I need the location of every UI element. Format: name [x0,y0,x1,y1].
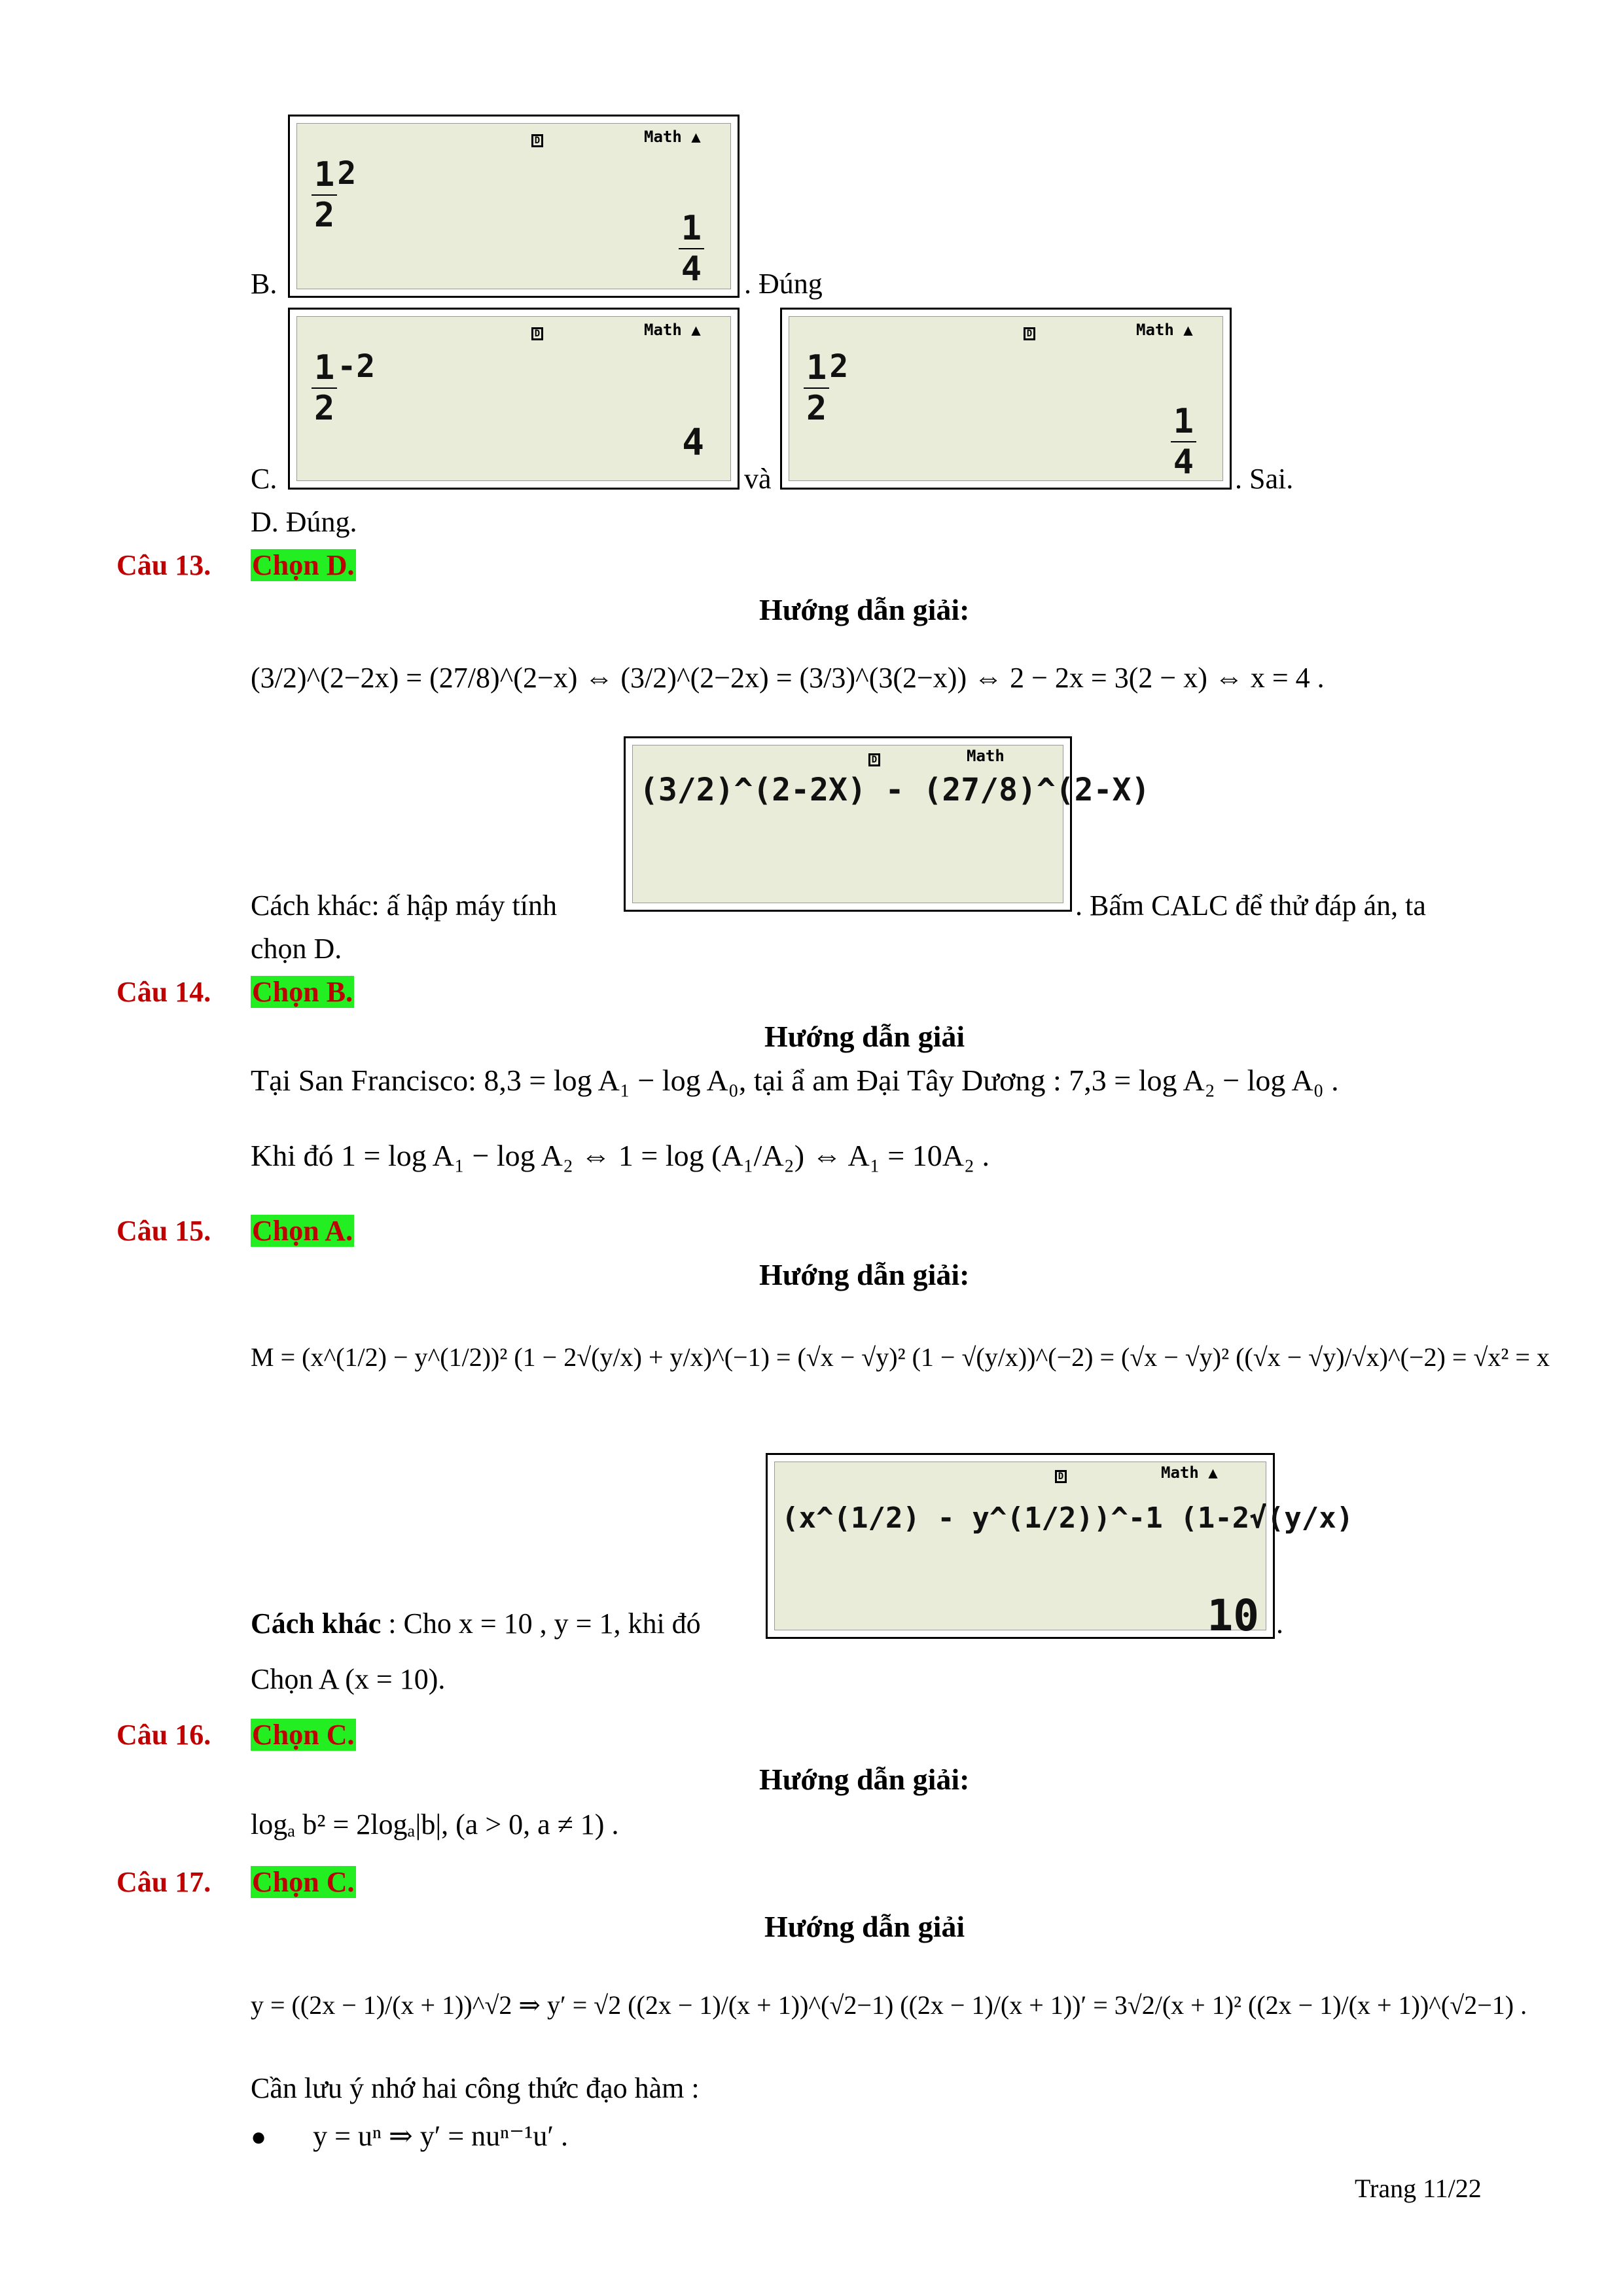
calc-expression: (x^(1/2) - y^(1/2))^-1 (1-2√(y/x) [781,1501,1354,1535]
calculator-screen-b [288,115,740,298]
question-16-label: Câu 16. [116,1719,211,1751]
question-13-alt-2: . Bấm CALC để thử đáp án, ta [1075,889,1426,922]
calc-d-indicator: D [531,129,543,147]
question-17-bullet: ● y = uⁿ ⇒ y′ = nuⁿ⁻¹u′ . [251,2120,569,2152]
calc-result: 4 [682,422,704,464]
option-d-label: D. Đúng. [251,506,357,538]
calculator-screen-q15: D Math ▲ (x^(1/2) - y^(1/2))^-1 (1-2√(y/x) 10 [766,1453,1275,1639]
question-16-heading: Hướng dẫn giải: [759,1763,970,1796]
question-14-heading: Hướng dẫn giải [764,1020,965,1053]
question-13-heading: Hướng dẫn giải: [759,593,970,626]
question-15-alt: Cách khác : Cho x = 10 , y = 1, khi đó [251,1607,701,1640]
calculator-screen-q13: D Math (3/2)^(2-2X) - (27/8)^(2-X) [624,736,1072,912]
option-c-and: và [744,463,772,495]
question-15-heading: Hướng dẫn giải: [759,1258,970,1291]
question-14-line-2: Khi đó 1 = log A₁ − log A₂ ⇔ 1 = log (A₁/A₂) ⇔ A₁ = 10A₂ . [251,1139,990,1172]
question-16-answer: Chọn C. [252,1719,355,1751]
question-13-alt-3: chọn D. [251,933,342,965]
question-14-answer: Chọn B. [252,976,353,1008]
option-b-label: B. [251,268,277,300]
question-15-label: Câu 15. [116,1215,211,1247]
question-15-choose: Chọn A (x = 10). [251,1663,446,1695]
calc-expression: (3/2)^(2-2X) - (27/8)^(2-X) [639,772,1150,808]
calculator-screen-c2: D Math ▲ $\frac{1}{2}$ 2 $\frac{1}{4}$ [780,308,1232,490]
question-17-heading: Hướng dẫn giải [764,1910,965,1943]
calc-result: $\frac{1}{4}$ [1171,402,1196,482]
question-13-alt-1: Cách khác: ấ hập máy tính [251,889,557,922]
calc-math-indicator: Math ▲ [644,128,701,146]
question-16-equation: logₐ b² = 2logₐ|b|, (a > 0, a ≠ 1) . [251,1808,619,1840]
calc-result: 10 [1207,1590,1259,1641]
question-14-line-1: Tại San Francisco: 8,3 = log A₁ − log A₀, tại ẩ am Đại Tây Dương : 7,3 = log A₂ − log A₀ . [251,1064,1339,1097]
calc-result: $\frac{1}{4}$ [679,209,704,289]
question-14-label: Câu 14. [116,976,211,1008]
page-number: Trang 11/22 [1355,2174,1482,2203]
option-c-result: . Sai. [1235,463,1294,495]
calculator-screen-c1: D Math ▲ $\frac{1}{2}$ -2 4 [288,308,740,490]
question-15-answer: Chọn A. [252,1215,353,1247]
calc-expression: $\frac{1}{2}$ -2 [312,348,375,428]
question-17-note: Cần lưu ý nhớ hai công thức đạo hàm : [251,2072,700,2104]
question-15-alt-end: . [1276,1607,1283,1640]
option-b-result: . Đúng [744,268,823,300]
question-17-answer: Chọn C. [252,1866,355,1898]
calc-expression: $\frac{1}{2}$ 2 [312,155,356,235]
question-13-answer: Chọn D. [252,549,355,581]
question-15-equation: M = (x^(1/2) − y^(1/2))² (1 − 2√(y/x) + y/x)^(−1) = (√x − √y)² (1 − √(y/x))^(−2) = (√x − √y)² ((√x − √y)/√x)^(−2) = √x² = x [251,1342,1550,1372]
bullet-icon: ● [251,2122,267,2151]
calc-expression: $\frac{1}{2}$ 2 [804,348,848,428]
question-13-equation: (3/2)^(2−2x) = (27/8)^(2−x) ⇔ (3/2)^(2−2x) = (3/3)^(3(2−x)) ⇔ 2 − 2x = 3(2 − x) ⇔ x = 4 . [251,662,1325,694]
question-17-equation: y = ((2x − 1)/(x + 1))^√2 ⇒ y′ = √2 ((2x − 1)/(x + 1))^(√2−1) ((2x − 1)/(x + 1))′ = 3√2/(x + 1)² ((2x − 1)/(x + 1))^(√2−1) . [251,1990,1527,2020]
option-c-label: C. [251,463,277,495]
question-17-label: Câu 17. [116,1866,211,1898]
question-13-label: Câu 13. [116,549,211,581]
